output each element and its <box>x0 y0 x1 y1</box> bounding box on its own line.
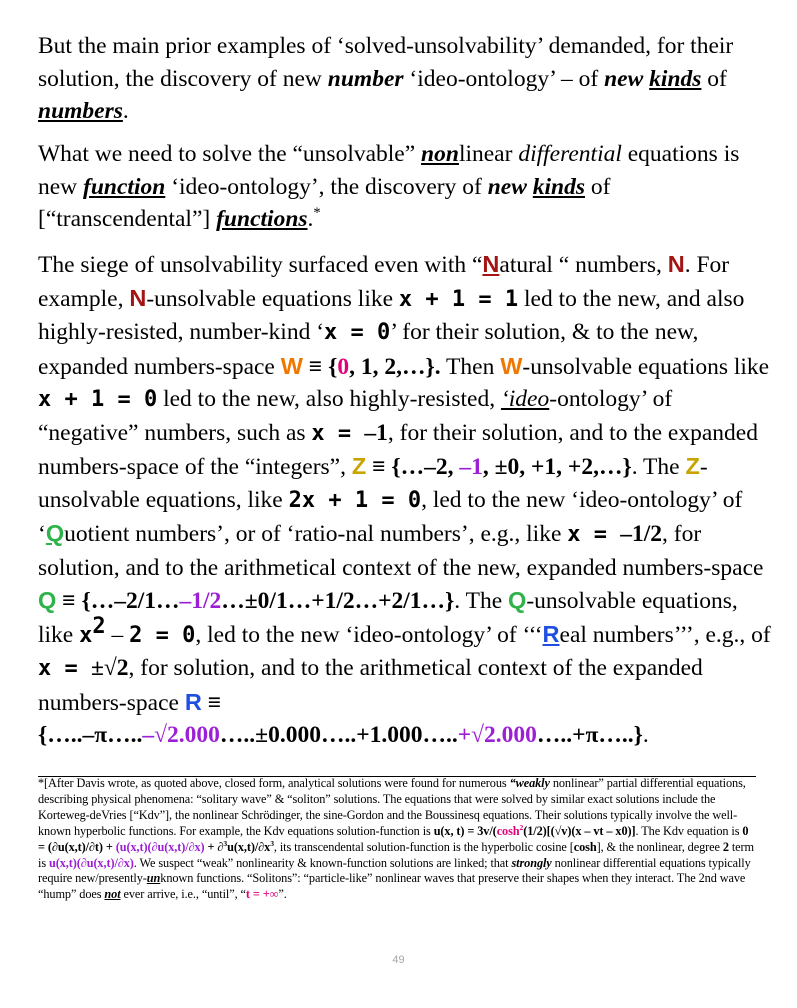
text-run: . The <box>631 454 686 480</box>
text-run: . We suspect “weak” nonlinearity & known-function solutions are linked; that <box>133 855 512 870</box>
text-run: , 1, 2,…}. <box>349 353 441 380</box>
emphasis-kinds: kinds <box>532 173 586 200</box>
emphasis-differential: differential <box>518 141 622 167</box>
equation: x + 1 = 0 <box>38 387 158 412</box>
text-run: -unsolvable equations, like <box>38 454 708 513</box>
text-run: led to the new, and also highly-resisted, number-kind ‘ <box>38 285 745 345</box>
emphasis-un: un <box>146 871 161 886</box>
footnote-marker: * <box>313 205 321 222</box>
wholes-symbol: W <box>280 352 303 379</box>
emphasis-weakly: “weakly <box>509 776 550 790</box>
integer-set-highlight: –1 <box>459 454 483 480</box>
real-set: {…..–π….. <box>38 722 143 748</box>
text-run: , for solution, and to the arithmetical context of the new, expanded numbers-space <box>38 521 764 581</box>
text-run: . <box>307 206 314 232</box>
real-set: …..±0.000…..+1.000….. <box>219 722 458 748</box>
paragraph-1 <box>38 30 773 128</box>
text-run: *[After Davis wrote, as quoted above, closed form, analytical solutions were found for numerous <box>38 776 510 790</box>
text-run: ≡ <box>56 588 82 614</box>
text-run: . <box>122 98 129 124</box>
text-run: nonlinear” partial differential equations, describing physical phenomena: “solitary wave” & “soliton” solutions. The equations that were solved by similar exact solutions include the Korteweg-deVries [“Kdv”], the nonlinear Schrödinger, the sine-Gordon and the Boussinesq equations. Their solutions typically involve the well-known hyperbolic functions. For example, the Kdv equations solution-function is <box>38 776 746 838</box>
real-set: …..+π…..} <box>536 722 643 748</box>
equation: 2 = 0 <box>129 622 196 648</box>
text-run: -unsolvable equations, like <box>38 588 738 648</box>
rational-set: …±0/1…+1/2…+2/1…} <box>221 588 455 614</box>
text-run: ≡ <box>366 454 392 480</box>
quotient-letter: Q <box>45 520 65 546</box>
wholes-symbol: W <box>500 352 523 379</box>
footnote-equation-highlight: (u(x,t)(∂u(x,t)/∂x) <box>115 839 205 854</box>
natural-letter: N <box>482 251 500 277</box>
footnote-equation-highlight: u(x,t)(∂u(x,t)/∂x) <box>48 855 134 870</box>
emphasis-number: number <box>327 65 404 92</box>
real-set-highlight: –√2.000 <box>142 722 220 748</box>
text-run: led to the new, also highly-resisted, <box>157 386 501 412</box>
text-run: -unsolvable equations like <box>146 285 399 312</box>
text-run: What we need to solve the “unsolvable” <box>38 141 422 167</box>
emphasis-non: non <box>421 141 459 167</box>
paragraph-2 <box>38 138 773 236</box>
text-run: ≡ <box>201 689 222 716</box>
text-run: equations is new <box>38 141 740 200</box>
text-run: uotient numbers’, or of ‘ratio-nal numbers’, e.g., like <box>64 521 568 547</box>
footnote-equation-exponent: 2 <box>519 822 524 832</box>
text-run: . <box>642 722 649 748</box>
text-run: ever arrive, i.e., “until”, “ <box>120 887 246 902</box>
text-run: . The <box>454 588 509 614</box>
equation: x = <box>567 522 621 547</box>
text-run: ’ for their solution, & to the new, expanded numbers-space <box>38 319 699 380</box>
text-run: , for solution, and to the arithmetical context of the expanded numbers-space <box>38 655 703 716</box>
zero-highlight: 0 <box>337 353 350 380</box>
rationals-symbol: Q <box>38 587 57 613</box>
footnote-equation-exponent: 3 <box>270 838 274 848</box>
text-run: . The Kdv equation is <box>635 823 743 838</box>
equation: x = 0 <box>324 320 391 345</box>
text-run: ”. <box>278 887 287 902</box>
naturals-symbol: N <box>667 251 685 277</box>
real-set-highlight: +√2.000 <box>457 722 537 748</box>
text-run: , its transcendental solution-function is the hyperbolic cosine [ <box>273 839 574 854</box>
text-run: of [“transcendental”] <box>38 173 611 232</box>
text-run: But the main prior examples of ‘solved-unsolvability’ demanded, for their solution, the discovery of new <box>38 33 734 92</box>
real-letter: R <box>542 620 560 647</box>
rational-set: {…–2/1… <box>81 588 180 614</box>
text-run: -ontology’ of “negative” numbers, such as <box>38 386 673 446</box>
text-run: of <box>701 65 727 92</box>
equation-exponent: 2 <box>92 613 106 639</box>
text-run: Then <box>440 353 501 380</box>
equation: 2x + 1 = 0 <box>288 487 422 513</box>
naturals-symbol: N <box>129 284 147 311</box>
footnote-infinity: t = +∞ <box>245 887 279 902</box>
equation-operator: – <box>105 621 130 648</box>
emphasis-ideo: ‘ideo <box>500 386 550 412</box>
text-run: ], & the nonlinear, degree <box>596 839 723 854</box>
equation-value: –1/2 <box>620 521 663 547</box>
footnote-degree: 2 <box>722 839 729 854</box>
text-run: known functions. “Solitons”: “particle-like” nonlinear waves that preserve their shapes when they interact. The 2nd wave “hump” does <box>38 871 746 902</box>
text-run: -unsolvable equations like <box>522 353 770 380</box>
equation-value: –1 <box>364 419 388 446</box>
footnote <box>38 776 758 903</box>
footnote-equation-exponent: 3 <box>223 838 228 848</box>
emphasis-function: function <box>83 173 166 200</box>
text-run: ‘ideo-ontology’ – of <box>403 65 605 92</box>
emphasis-functions: functions <box>216 206 308 232</box>
text-run: linear <box>458 141 519 167</box>
text-run: ‘ideo-ontology’, the discovery of <box>165 173 488 200</box>
text-run: nonlinear differential equations typically require new/presently- <box>38 855 751 886</box>
equation: x <box>79 622 93 648</box>
emphasis-new: new <box>604 65 644 92</box>
text-run: . For example, <box>38 252 730 312</box>
text-run: , for their solution, and to the expanded numbers-space of the “integers”, <box>38 419 758 480</box>
page-number: 49 <box>392 954 405 966</box>
rationals-symbol: Q <box>508 587 527 613</box>
equation: x = <box>311 420 365 446</box>
emphasis-numbers: numbers <box>38 98 123 124</box>
footnote-equation: 0 = (∂u(x,t)/∂t) + <box>38 823 749 854</box>
footnote-equation: u(x, t) = 3v/( <box>433 823 497 838</box>
text-run: The siege of unsolvability surfaced even with “ <box>38 252 483 278</box>
emphasis-not: not <box>104 887 121 902</box>
text-run: atural “ numbers, <box>499 252 662 278</box>
text-run: term is <box>38 839 754 870</box>
footnote-cosh: cosh <box>573 839 597 854</box>
paragraph-3 <box>38 248 773 752</box>
equation: x = <box>38 656 91 681</box>
integers-symbol: Z <box>685 453 700 479</box>
integer-set: , ±0, +1, +2,…} <box>482 454 632 480</box>
integers-symbol: Z <box>351 453 367 479</box>
text-run: ≡ { <box>302 353 338 380</box>
emphasis-new: new <box>487 173 527 200</box>
reals-symbol: R <box>184 688 202 715</box>
footnote-equation-highlight: cosh <box>496 823 520 838</box>
footnote-equation: (1/2)[(√v)(x – vt – x0)] <box>523 823 636 838</box>
emphasis-strongly: strongly <box>511 855 552 870</box>
equation: x + 1 = 1 <box>398 286 519 312</box>
footnote-equation: + ∂ <box>204 839 224 854</box>
equation-value: ±√2 <box>90 655 129 681</box>
text-run: eal numbers’’’, e.g., of <box>559 621 771 648</box>
footnote-equation: u(x,t)/∂x <box>227 839 271 854</box>
text-run: , led to the new ‘ideo-ontology’ of ‘‘‘ <box>195 621 543 648</box>
rational-set-highlight: –1/2 <box>179 588 222 614</box>
integer-set: {…–2, <box>391 454 460 480</box>
emphasis-kinds: kinds <box>649 65 702 92</box>
text-run: , led to the new ‘ideo-ontology’ of ‘ <box>38 486 743 547</box>
